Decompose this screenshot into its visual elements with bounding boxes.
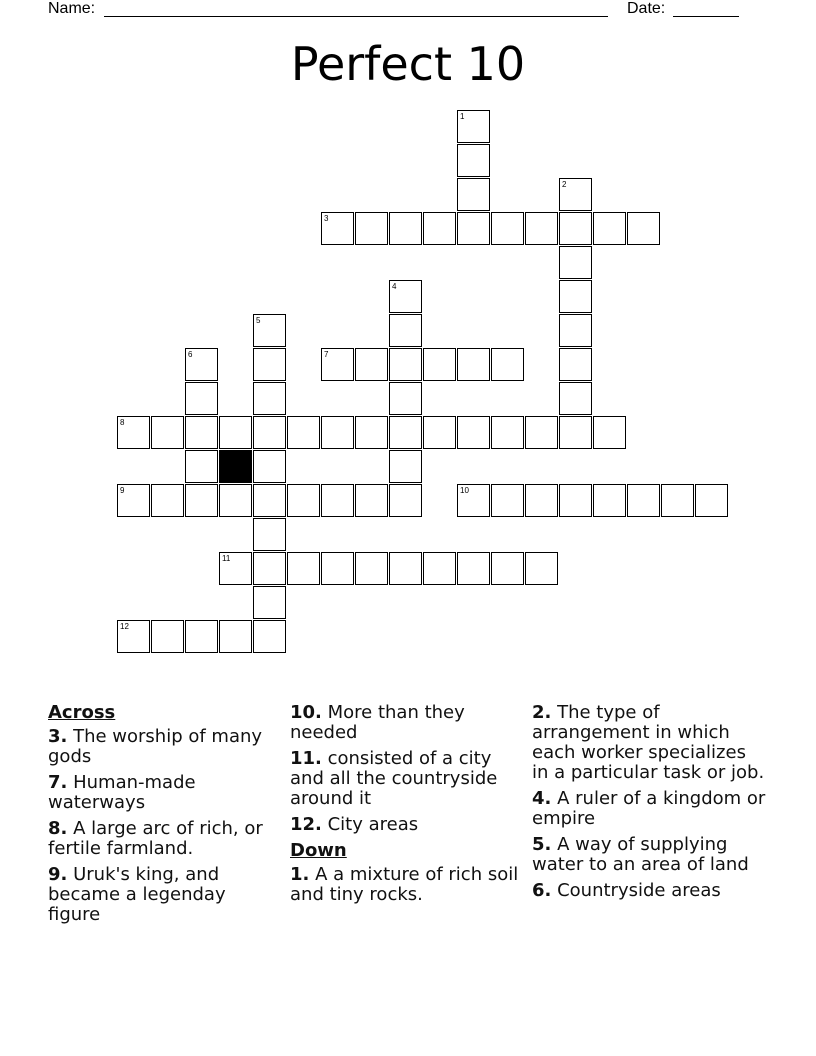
- clues-column-3: [532, 703, 768, 907]
- grid-cell[interactable]: [185, 620, 218, 653]
- grid-cell[interactable]: [695, 484, 728, 517]
- grid-cell[interactable]: [321, 212, 354, 245]
- grid-cell[interactable]: [457, 552, 490, 585]
- grid-cell[interactable]: [185, 382, 218, 415]
- date-label: Date:: [627, 0, 666, 17]
- grid-cell[interactable]: [355, 484, 388, 517]
- clue-across-10: 10. More than they needed: [290, 702, 465, 743]
- grid-cell[interactable]: [253, 484, 286, 517]
- grid-cell[interactable]: [253, 382, 286, 415]
- grid-cell[interactable]: [423, 348, 456, 381]
- grid-cell[interactable]: [151, 484, 184, 517]
- grid-cell[interactable]: [287, 552, 320, 585]
- clue-number: 10: [460, 486, 469, 495]
- name-label: Name:: [48, 0, 96, 17]
- clue-down-2: 2. The type of arrangement in which each worker specializes in a particular task or job.: [532, 702, 765, 783]
- grid-cell[interactable]: [593, 484, 626, 517]
- clue-across-9: 9. Uruk's king, and became a legenday figure: [48, 864, 226, 925]
- grid-cell[interactable]: [559, 178, 592, 211]
- grid-cell[interactable]: [457, 348, 490, 381]
- grid-cell[interactable]: [219, 620, 252, 653]
- clue-across-3: 3. The worship of many gods: [48, 726, 263, 767]
- clue-across-12: 12. City areas: [290, 814, 419, 835]
- grid-cell[interactable]: [355, 212, 388, 245]
- clue-number: 9: [120, 486, 125, 495]
- grid-cell[interactable]: [185, 348, 218, 381]
- grid-cell[interactable]: [559, 416, 592, 449]
- grid-cell[interactable]: [287, 416, 320, 449]
- grid-cell[interactable]: [185, 484, 218, 517]
- grid-cell[interactable]: [253, 450, 286, 483]
- grid-cell[interactable]: [389, 450, 422, 483]
- clue-down-4: 4. A ruler of a kingdom or empire: [532, 788, 766, 829]
- clue-across-8: 8. A large arc of rich, or fertile farmland.: [48, 818, 263, 859]
- clue-number: 7: [324, 350, 329, 359]
- grid-cell[interactable]: [355, 348, 388, 381]
- grid-cell[interactable]: [661, 484, 694, 517]
- down-heading: Down: [290, 840, 347, 861]
- grid-cell[interactable]: [559, 246, 592, 279]
- black-square: [219, 450, 252, 483]
- grid-cell[interactable]: [117, 416, 150, 449]
- grid-cell[interactable]: [559, 382, 592, 415]
- grid-cell[interactable]: [457, 144, 490, 177]
- grid-cell[interactable]: [559, 484, 592, 517]
- grid-cell[interactable]: [559, 280, 592, 313]
- grid-cell[interactable]: [457, 484, 490, 517]
- grid-cell[interactable]: [389, 382, 422, 415]
- grid-cell[interactable]: [151, 416, 184, 449]
- grid-cell[interactable]: [389, 484, 422, 517]
- grid-cell[interactable]: [627, 484, 660, 517]
- grid-cell[interactable]: [491, 552, 524, 585]
- clue-number: 1: [460, 112, 465, 121]
- grid-cell[interactable]: [253, 620, 286, 653]
- across-heading: Across: [48, 702, 116, 723]
- clues-column-1: [48, 703, 280, 931]
- grid-cell[interactable]: [389, 552, 422, 585]
- grid-cell[interactable]: [423, 416, 456, 449]
- grid-cell[interactable]: [355, 552, 388, 585]
- puzzle-title: Perfect 10: [290, 37, 526, 91]
- grid-cell[interactable]: [525, 416, 558, 449]
- grid-cell[interactable]: [253, 518, 286, 551]
- grid-cell[interactable]: [593, 212, 626, 245]
- grid-cell[interactable]: [491, 484, 524, 517]
- grid-cell[interactable]: [253, 552, 286, 585]
- grid-cell[interactable]: [389, 416, 422, 449]
- grid-cell[interactable]: [287, 484, 320, 517]
- clue-down-5: 5. A way of supplying water to an area of land: [532, 834, 749, 875]
- grid-cell[interactable]: [219, 416, 252, 449]
- grid-cell[interactable]: [389, 212, 422, 245]
- grid-cell[interactable]: [559, 348, 592, 381]
- clue-number: 8: [120, 418, 125, 427]
- grid-cell[interactable]: [525, 484, 558, 517]
- clue-number: 4: [392, 282, 397, 291]
- clue-number: 3: [324, 214, 329, 223]
- grid-cell[interactable]: [389, 314, 422, 347]
- grid-cell[interactable]: [185, 450, 218, 483]
- grid-cell[interactable]: [559, 212, 592, 245]
- clue-down-6: 6. Countryside areas: [532, 880, 721, 901]
- grid-cell[interactable]: [457, 178, 490, 211]
- grid-cell[interactable]: [321, 552, 354, 585]
- grid-cell[interactable]: [491, 212, 524, 245]
- grid-cell[interactable]: [457, 212, 490, 245]
- clue-number: 6: [188, 350, 193, 359]
- grid-cell[interactable]: [457, 416, 490, 449]
- grid-cell[interactable]: [525, 212, 558, 245]
- clue-number: 5: [256, 316, 261, 325]
- grid-cell[interactable]: [321, 416, 354, 449]
- grid-cell[interactable]: [423, 552, 456, 585]
- grid-cell[interactable]: [219, 552, 252, 585]
- clues-column-2: [290, 703, 526, 911]
- grid-cell[interactable]: [355, 416, 388, 449]
- grid-cell[interactable]: [253, 416, 286, 449]
- grid-cell[interactable]: [321, 348, 354, 381]
- grid-cell[interactable]: [253, 348, 286, 381]
- clue-down-1: 1. A a mixture of rich soil and tiny rocks.: [290, 864, 519, 905]
- grid-cell[interactable]: [117, 484, 150, 517]
- grid-cell[interactable]: [491, 416, 524, 449]
- grid-cell[interactable]: [321, 484, 354, 517]
- grid-cell[interactable]: [185, 416, 218, 449]
- grid-cell[interactable]: [491, 348, 524, 381]
- grid-cell[interactable]: [423, 212, 456, 245]
- grid-cell[interactable]: [457, 110, 490, 143]
- grid-cell[interactable]: [117, 620, 150, 653]
- grid-cell[interactable]: [559, 314, 592, 347]
- clue-number: 2: [562, 180, 567, 189]
- clue-number: 12: [120, 622, 129, 631]
- grid-cell[interactable]: [525, 552, 558, 585]
- grid-cell[interactable]: [389, 348, 422, 381]
- clue-across-7: 7. Human-made waterways: [48, 772, 196, 813]
- grid-cell[interactable]: [389, 280, 422, 313]
- grid-cell[interactable]: [627, 212, 660, 245]
- clue-across-11: 11. consisted of a city and all the countryside around it: [290, 748, 498, 809]
- grid-cell[interactable]: [253, 586, 286, 619]
- grid-cell[interactable]: [593, 416, 626, 449]
- grid-cell[interactable]: [151, 620, 184, 653]
- grid-cell[interactable]: [253, 314, 286, 347]
- clue-number: 11: [222, 554, 231, 563]
- grid-cell[interactable]: [219, 484, 252, 517]
